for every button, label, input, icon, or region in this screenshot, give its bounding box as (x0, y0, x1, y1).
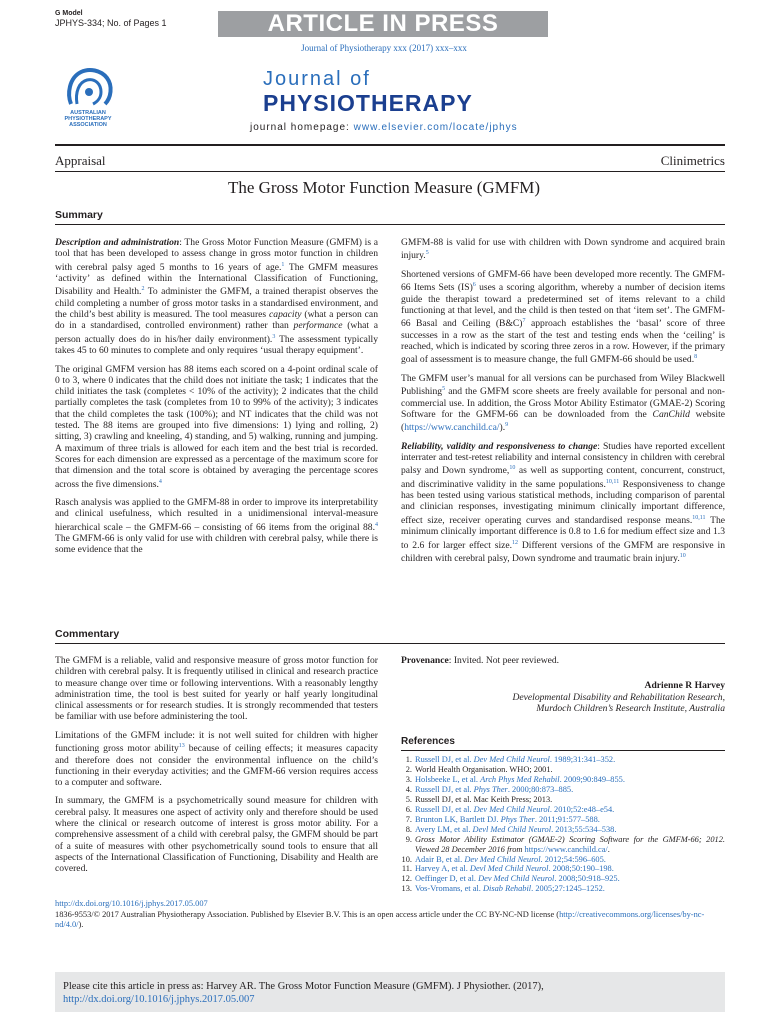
reference-item[interactable]: 6. Russell DJ, et al. Dev Med Child Neurol. 2010;52:e48–e54. (405, 805, 615, 815)
gmae-link[interactable]: https://www.canchild.ca/ (524, 844, 608, 854)
section-label-clinimetrics: Clinimetrics (660, 153, 725, 168)
reference-item[interactable]: 13. Vos-Vromans, et al. Disab Rehabil. 2005;27:1245–1252. (401, 884, 605, 894)
author-name: Adrienne R Harvey (644, 680, 725, 692)
journal-citation-line[interactable]: Journal of Physiotherapy xxx (2017) xxx–xxx (301, 43, 467, 53)
summary-paragraph-rasch: Rasch analysis was applied to the GMFM-88 in order to improve its interpretability and clinical usefulness, which resulted in a unidimensional interval-measure hierarchical scale – the GMFM-66 – consisting of 66 items from the original 88.$^4$ The GMFM-66 is only valid for use with children with cerebral palsy, while there is some evidence that the (55, 496, 378, 556)
summary-paragraph-shortened: Shortened versions of GMFM-66 have been developed more recently. The GMFM-66 Items Sets (IS)$^6$ uses a scoring algorithm, whereby a number of decision items guide the therapist toward a predetermined set of items relevant to a child functioning at that level, and the child is then tested on that ‘item set’. The GMFM- 66 Basal and Ceiling (B&C)$^7$ approach establishes the ‘basal’ score of three successes in a row as the start of the test and testing ends when the ‘ceiling’ is reached, which is indicated by scoring three zeros in a row. However, if the primary goal of assessment is to measure change, the full GMFM-66 should be used.$^8$ (401, 268, 725, 366)
summary-left-column (55, 237, 378, 563)
commentary-paragraph-1: The GMFM is a reliable, valid and responsive measure of gross motor function for children with cerebral palsy. It is frequently utilised in clinical and research practice to measure change over time or following interventions. With a reasonably lengthy administration time, the tool is best suited for yearly or half yearly longitudinal clinical assessments or for research studies. It is strongly recommended that testers be familiar with use before administering the tool. (55, 655, 378, 723)
summary-paragraph-scoring: The original GMFM version has 88 items each scored on a 4-point ordinal scale of 0 to 3, where 0 indicates that the child does not initiate the task; 1 indicates that the child initiates the task (completes < 10% of the activity); 2 indicates that the child partially completes the task (completes from 10 to 99% of the activity); 3 indicates that the child completes the task (100%); and NT indicates that the child was not tested. The 88 items are grouped into five dimensions: 1) lying and rolling, 2) sitting, 3) crawling and kneeling, 4) standing, and 5) walking, running and jumping. A maximum of three trials is allowed for each item and the best trial is recorded. Scores for each dimension are expressed as a percentage of the maximum score for that dimension and the total score is obtained by averaging the percentage scores across the five dimensions.$^4$ (55, 363, 378, 490)
commentary-side-column (401, 655, 725, 894)
summary-paragraph-description: Description and administration: The Gross Motor Function Measure (GMFM) is a tool that has been developed to assess change in gross motor function in children with cerebral palsy aged 5 months to 16 years of age.$^1$ The GMFM measures ‘activity’ as defined within the International Classification of Functioning, Disability and Health.$^2$ To administer the GMFM, a trained therapist observes the child completing a number of gross motor tasks in a standardised environment, and the child’s best ability is measured. The tool measures capacity (what a person can do in a standardised, controlled environment) rather than performance (what a person actually does do in his/her daily environment).$^3$ The assessment typically takes 45 to 60 minutes to complete and only requires ‘usual therapy equipment’. (55, 237, 379, 357)
journal-homepage: journal homepage: www.elsevier.com/locate/jphys (250, 122, 518, 133)
article-footer (55, 899, 725, 931)
reference-item[interactable]: 9. Gross Motor Ability Estimator (GMAE-2) Scoring Software for the GMFM-66; 2012. Viewed 28 December 2016 from https://www.canchild.ca/. (405, 834, 725, 854)
journal-name-small: Journal of (263, 68, 371, 90)
canchild-link[interactable]: https://www.canchild.ca/ (404, 422, 500, 434)
citation-doi-link[interactable]: http://dx.doi.org/10.1016/j.jphys.2017.05.007 (63, 994, 255, 1005)
reference-item[interactable]: 8. Avery LM, et al. Devl Med Child Neurol. 2013;55:534–538. (405, 824, 617, 834)
commentary-heading: Commentary (55, 628, 120, 640)
masthead (55, 60, 725, 140)
apa-logo-icon (63, 66, 115, 108)
logo-text: AUSTRALIAN PHYSIOTHERAPY ASSOCIATION (64, 110, 112, 128)
reference-item[interactable]: 10. Adair B, et al. Dev Med Child Neurol. 2012;54:596–605. (401, 854, 606, 864)
author-affiliation-2: Murdoch Children’s Research Institute, Australia (536, 702, 725, 714)
g-model-label: G Model (55, 10, 83, 17)
reference-item[interactable]: 7. Brunton LK, Bartlett DJ. Phys Ther. 2011;91:577–588. (405, 814, 600, 824)
article-title: The Gross Motor Function Measure (GMFM) (227, 178, 541, 197)
author-affiliation-1: Developmental Disability and Rehabilitation Research, (512, 691, 725, 703)
provenance: Provenance: Invited. Not peer reviewed. (401, 655, 560, 666)
reference-item: 2. World Health Organisation. WHO; 2001. (405, 765, 553, 775)
section-rule (55, 171, 725, 172)
license-text: 1836-9553/© 2017 Australian Physiotherapy Association. Published by Elsevier B.V. This is an open access article under the CC BY-NC-ND license (http://creativecommons.org/licenses/by-nc-nd/4.0/). (55, 909, 705, 929)
author-block (401, 680, 725, 714)
summary-rule (55, 224, 725, 225)
pages-label: JPHYS-334; No. of Pages 1 (55, 18, 167, 28)
references-list (401, 755, 725, 894)
summary-heading: Summary (55, 209, 103, 221)
reference-item[interactable]: 12. Oeffinger D, et al. Dev Med Child Neurol. 2008;50:918–925. (401, 874, 620, 884)
commentary-column (55, 655, 378, 882)
summary-paragraph-validity-note: GMFM-88 is valid for use with children with Down syndrome and acquired brain injury.$^5$ (401, 237, 725, 262)
reference-item[interactable]: 1. Russell DJ, et al. Dev Med Child Neurol. 1989;31:341–352. (405, 755, 616, 765)
summary-right-column (401, 237, 725, 571)
license-link[interactable]: http://creativecommons.org/licenses/by-nc-nd/4.0/ (55, 909, 705, 929)
reference-item[interactable]: 11. Harvey A, et al. Devl Med Child Neurol. 2008;50:190–198. (401, 864, 614, 874)
references-rule (401, 750, 725, 751)
banner-title: ARTICLE IN PRESS (267, 10, 499, 37)
masthead-rule (55, 144, 725, 146)
commentary-paragraph-3: In summary, the GMFM is a psychometrically sound measure for children with cerebral palsy. It measures one aspect of activity only and therefore should be used where the clinical or research outcome of interest is gross motor ability. For a comprehensive assessment of a child with cerebral palsy, the GMFM should be part of a suite of measures with other psychometrically sound tools to ensure that all aspects of the International Classification of Functioning, Disability and Health are covered. (55, 795, 378, 875)
article-in-press-banner (0, 8, 768, 38)
journal-name-big: PHYSIOTHERAPY (263, 90, 473, 116)
reference-item[interactable]: 3. Holsbeeke L, et al. Arch Phys Med Rehabil. 2009;90:849–855. (405, 775, 625, 785)
doi-link[interactable]: http://dx.doi.org/10.1016/j.jphys.2017.05.007 (55, 899, 208, 908)
commentary-paragraph-2: Limitations of the GMFM include: it is not well suited for children with higher functioning gross motor ability$^{13}$ because of ceiling effects; it measures capacity and therefore does not consider the environmental influence on the child’s functioning in their everyday activities; and the GMFM-66 version requires access to a computer and software. (55, 729, 378, 789)
summary-paragraph-manual: The GMFM user’s manual for all versions can be purchased from Wiley Blackwell Publishing$^5$ and the GMFM score sheets are freely available for personal and non-commercial use. In addition, the Gross Motor Ability Estimator (GMAE-2) Scoring Software for the GMFM-66 can be downloaded from the CanChild website (https://www.canchild.ca/).$^9$ (401, 372, 725, 434)
homepage-link[interactable]: www.elsevier.com/locate/jphys (353, 122, 518, 133)
reference-item[interactable]: 4. Russell DJ, et al. Phys Ther. 2000;80:873–885. (405, 785, 574, 795)
references-heading: References (401, 736, 455, 748)
commentary-rule (55, 643, 725, 644)
reference-item: 5. Russell DJ, et al. Mac Keith Press; 2013. (405, 795, 553, 805)
citation-box: Please cite this article in press as: Harvey AR. The Gross Motor Function Measure (GMFM). J Physiother. (2017), http://dx.doi.org/10.1016/j.jphys.2017.05.007 (55, 972, 725, 1012)
apa-logo (55, 66, 125, 136)
section-label-appraisal: Appraisal (55, 153, 106, 168)
summary-paragraph-reliability: Reliability, validity and responsiveness to change: Studies have reported excellent interrater and test-retest reliability and internal consistency in children with cerebral palsy and Down syndrome,$^{10}$ as well as supporting content, concurrent, construct, and discriminative validity in the same populations.$^{10,11}$ Responsiveness to change has been tested using various statistical methods, including comparison of parental and clinician responses, investigating minimum clinically important difference, effect size, receiver operating curves and standardised response means.$^{10,11}$ The minimum clinically important difference is 0.8 to 1.6 for medium effect size and 1.3 to 2.6 for larger effect size.$^{12}$ Different versions of the GMFM are responsive in children with cerebral palsy, Down syndrome and traumatic brain injury.$^{10}$ (401, 440, 726, 565)
